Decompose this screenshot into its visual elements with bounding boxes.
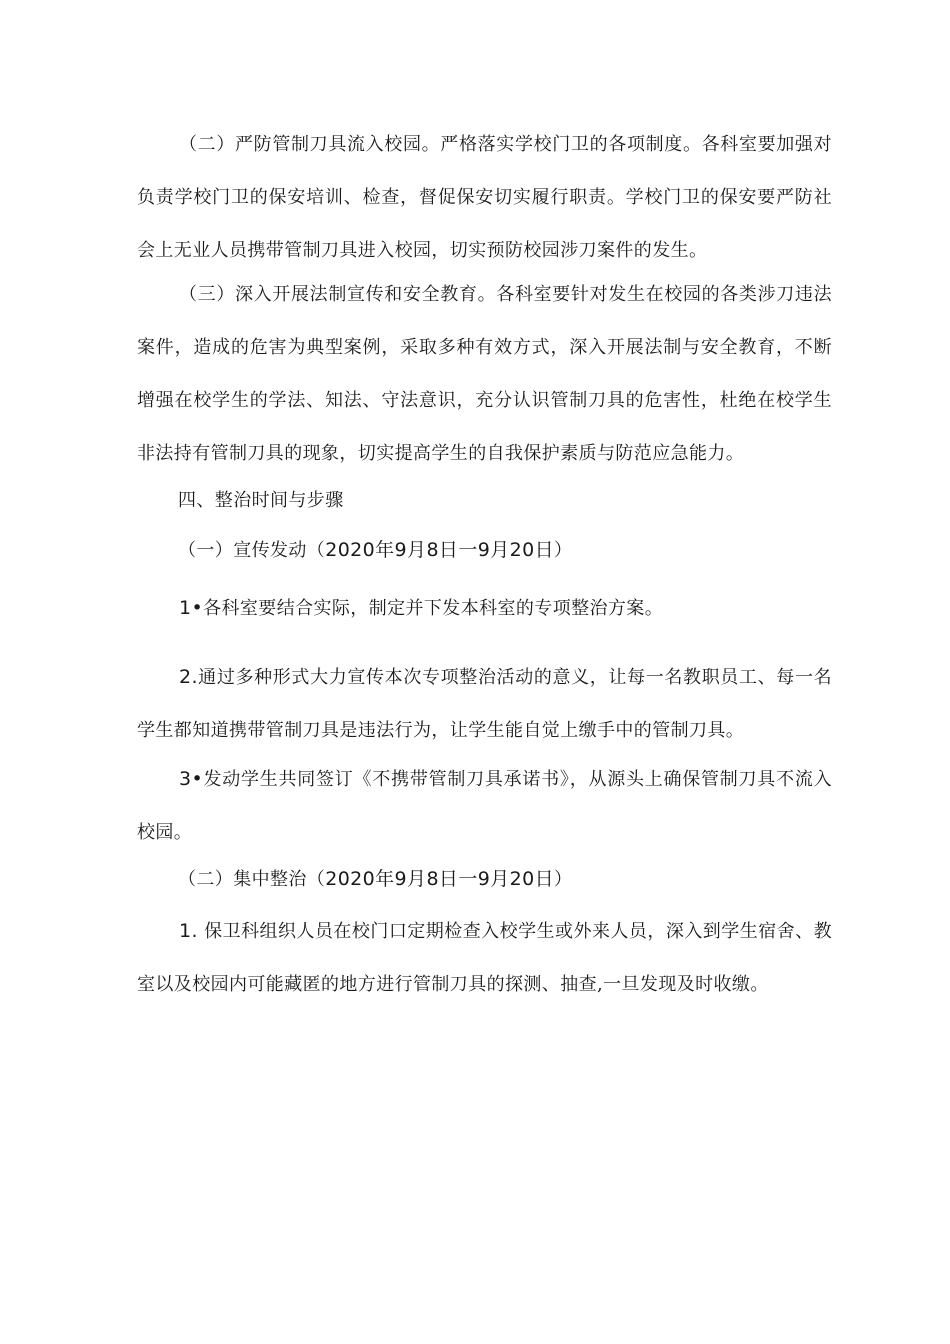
list-item-2	[137, 651, 832, 757]
list-item-text: 各科室要结合实际，制定并下发本科室的专项整治方案。	[203, 598, 664, 619]
list-item-rectification-1	[137, 905, 832, 1011]
subheading-prefix: （一）宣传发动（	[178, 540, 326, 561]
list-item-number: 1.	[179, 920, 198, 942]
subheading-prefix: （二）集中整治（	[178, 869, 326, 890]
list-item-number: 3•	[179, 768, 204, 790]
list-item-1	[137, 582, 832, 635]
list-item-text: 通过多种形式大力宣传本次专项整治活动的意义，让每一名教职员工、每一名学生都知道携带管制刀具是违法行为，让学生能自觉上缴手中的管制刀具。	[137, 667, 832, 741]
subheading-rectification	[178, 853, 828, 906]
list-item-text: 保卫科组织人员在校门口定期检查入校学生或外来人员，深入到学生宿舍、教室以及校园内可能藏匿的地方进行管制刀具的探测、抽查,一旦发现及时收缴。	[137, 921, 832, 995]
list-item-3	[137, 753, 832, 859]
paragraph-legal-education	[137, 268, 832, 480]
heading-text: 四、整治时间与步骤	[178, 490, 344, 511]
list-item-number: 1•	[179, 597, 204, 619]
list-item-text: 发动学生共同签订《不携带管制刀具承诺书》，从源头上确保管制刀具不流入校园。	[137, 769, 832, 843]
subheading-date: 2020年9月8日一9月20日	[325, 868, 554, 890]
subheading-publicity	[178, 524, 828, 577]
paragraph-text: （二）严防管制刀具流入校园。严格落实学校门卫的各项制度。各科室要加强对负责学校门卫的保安培训、检查，督促保安切实履行职责。学校门卫的保安要严防社会上无业人员携带管制刀具进入校园，切实预防校园涉刀案件的发生。	[137, 134, 832, 261]
subheading-suffix: ）	[554, 869, 573, 890]
subheading-date: 2020年9月8日一9月20日	[325, 539, 554, 561]
paragraph-text: （三）深入开展法制宣传和安全教育。各科室要针对发生在校园的各类涉刀违法案件，造成的危害为典型案例，采取多种有效方式，深入开展法制与安全教育，不断增强在校学生的学法、知法、守法意识，充分认识管制刀具的危害性，杜绝在校学生非法持有管制刀具的现象，切实提高学生的自我保护素质与防范应急能力。	[137, 284, 832, 464]
list-item-number: 2.	[179, 666, 198, 688]
section-heading-schedule	[178, 474, 828, 527]
subheading-suffix: ）	[554, 540, 573, 561]
paragraph-knife-prevention	[137, 118, 832, 277]
